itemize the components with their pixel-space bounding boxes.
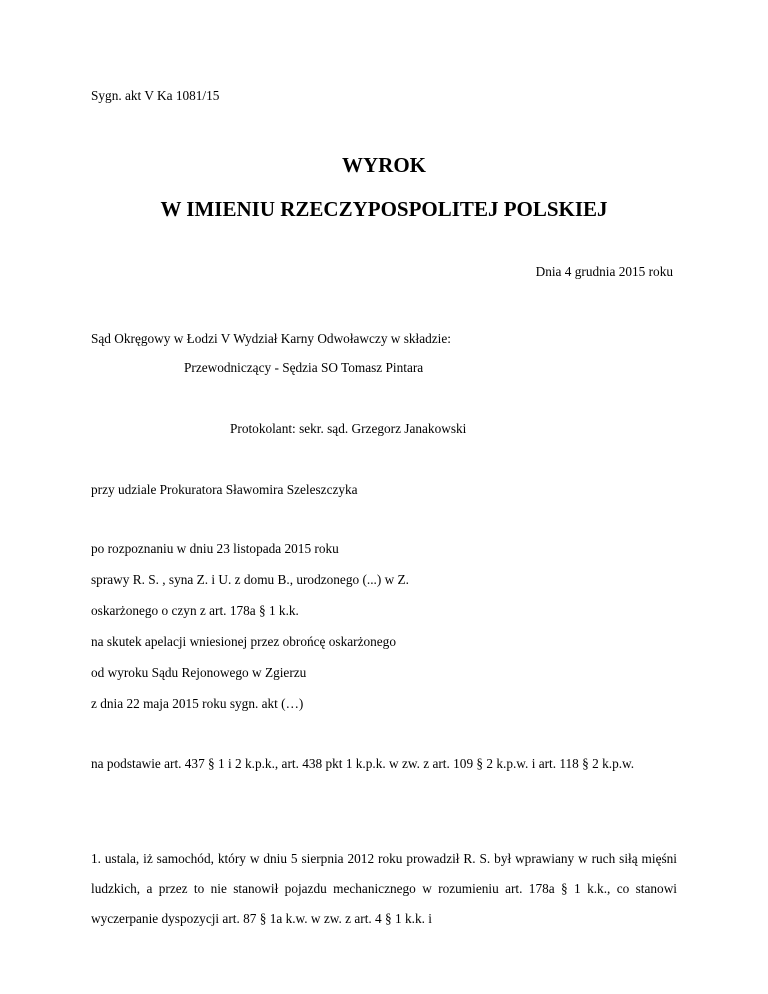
court-clerk: Protokolant: sekr. sąd. Grzegorz Janakowski: [230, 421, 467, 436]
court-composition: Sąd Okręgowy w Łodzi V Wydział Karny Odwoławczy w składzie:: [91, 331, 451, 346]
proceedings-line: na skutek apelacji wniesionej przez obrońcę oskarżonego: [91, 634, 396, 649]
case-signature: Sygn. akt V Ka 1081/15: [91, 88, 220, 103]
proceedings-line: po rozpoznaniu w dniu 23 listopada 2015 roku: [91, 541, 339, 556]
presiding-judge: Przewodniczący - Sędzia SO Tomasz Pintara: [184, 360, 424, 375]
verdict-subtitle: W IMIENIU RZECZYPOSPOLITEJ POLSKIEJ: [160, 197, 608, 221]
proceedings-line: sprawy R. S. , syna Z. i U. z domu B., urodzonego (...) w Z.: [91, 572, 409, 587]
proceedings-line: z dnia 22 maja 2015 roku sygn. akt (…): [91, 696, 304, 711]
legal-basis-paragraph: na podstawie art. 437 § 1 i 2 k.p.k., art. 438 pkt 1 k.p.k. w zw. z art. 109 § 2 k.p.w. i art. 118 § 2 k.p.w.: [91, 756, 635, 771]
verdict-date: Dnia 4 grudnia 2015 roku: [535, 264, 673, 279]
verdict-title: WYROK: [342, 153, 426, 177]
verdict-point-1: 1. ustala, iż samochód, który w dniu 5 sierpnia 2012 roku prowadził R. S. był wprawiany w ruch siłą mięśni ludzkich, a przez to nie stanowił pojazdu mechanicznego w rozumieniu art. 178a § 1 k.k., co stanowi wyczerpanie dyspozycji art. 87 § 1a k.w. w zw. z art. 4 § 1 k.k. i: [91, 851, 677, 926]
proceedings-line: oskarżonego o czyn z art. 178a § 1 k.k.: [91, 603, 299, 618]
prosecutor-line: przy udziale Prokuratora Sławomira Szeleszczyka: [91, 482, 358, 497]
proceedings-line: od wyroku Sądu Rejonowego w Zgierzu: [91, 665, 307, 680]
